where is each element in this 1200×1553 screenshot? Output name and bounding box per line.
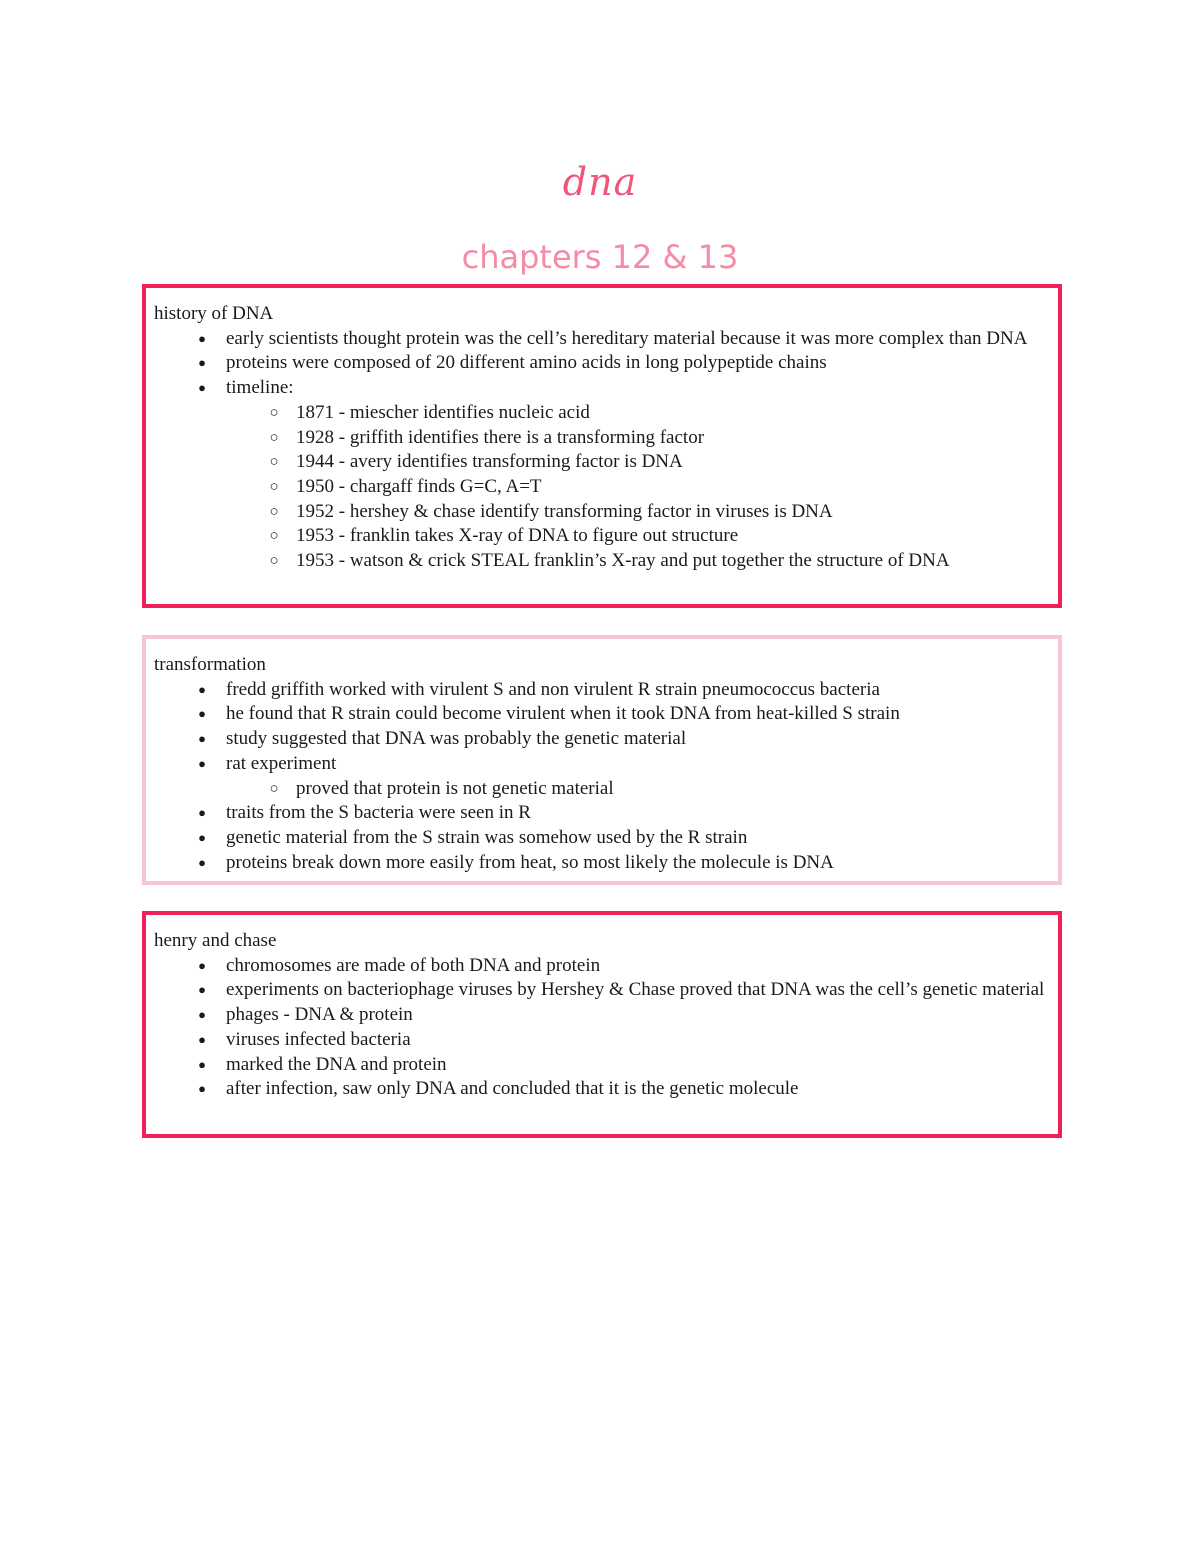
bullet-list xyxy=(154,954,1058,1102)
list-item-text: proteins were composed of 20 different amino acids in long polypeptide chains xyxy=(226,352,827,374)
list-item-text: study suggested that DNA was probably the genetic material xyxy=(226,728,687,750)
list-item xyxy=(154,500,1058,525)
filled-bullet-icon: ● xyxy=(198,1031,206,1047)
list-item-text: marked the DNA and protein xyxy=(226,1053,447,1075)
section-heading: history of DNA xyxy=(154,303,274,324)
list-item-text: after infection, saw only DNA and concluded that it is the genetic molecule xyxy=(226,1078,799,1100)
hollow-bullet-icon: ○ xyxy=(269,478,279,495)
filled-bullet-icon: ● xyxy=(198,755,206,771)
hollow-bullet-icon: ○ xyxy=(269,429,279,446)
list-item xyxy=(154,777,1058,802)
filled-bullet-icon: ● xyxy=(198,330,206,346)
list-item xyxy=(154,851,1058,876)
list-item-text: 1953 - franklin takes X-ray of DNA to figure out structure xyxy=(296,525,739,547)
hollow-bullet-icon: ○ xyxy=(269,503,279,520)
filled-bullet-icon: ● xyxy=(198,829,206,845)
list-item xyxy=(154,727,1058,752)
bullet-list xyxy=(154,678,1058,876)
list-item-text: he found that R strain could become virulent when it took DNA from heat-killed S strain xyxy=(226,703,900,725)
list-item-text: 1871 - miescher identifies nucleic acid xyxy=(296,401,590,423)
filled-bullet-icon: ● xyxy=(198,380,206,396)
hollow-bullet-icon: ○ xyxy=(269,454,279,471)
hollow-bullet-icon: ○ xyxy=(269,553,279,570)
list-item xyxy=(154,826,1058,851)
filled-bullet-icon: ● xyxy=(198,681,206,697)
filled-bullet-icon: ● xyxy=(198,1007,206,1023)
list-item-text: 1952 - hershey & chase identify transforming factor in viruses is DNA xyxy=(296,500,833,522)
list-item xyxy=(154,450,1058,475)
list-item xyxy=(154,752,1058,777)
list-item xyxy=(154,978,1058,1003)
bullet-list xyxy=(154,327,1058,574)
list-item xyxy=(154,801,1058,826)
list-item xyxy=(154,351,1058,376)
list-item xyxy=(154,524,1058,549)
list-item xyxy=(154,549,1058,574)
hollow-bullet-icon: ○ xyxy=(269,528,279,545)
page-subtitle: chapters 12 & 13 xyxy=(461,238,739,276)
section-history-of-dna xyxy=(142,284,1062,608)
hollow-bullet-icon: ○ xyxy=(269,404,279,421)
filled-bullet-icon: ● xyxy=(198,355,206,371)
filled-bullet-icon: ● xyxy=(198,982,206,998)
list-item-text: phages - DNA & protein xyxy=(226,1004,413,1026)
list-item xyxy=(154,327,1058,352)
list-item-text: genetic material from the S strain was somehow used by the R strain xyxy=(226,826,748,848)
list-item-text: traits from the S bacteria were seen in R xyxy=(226,802,531,824)
list-item-text: 1953 - watson & crick STEAL franklin’s X-ray and put together the structure of DNA xyxy=(296,550,950,572)
list-item xyxy=(154,401,1058,426)
list-item-text: 1928 - griffith identifies there is a transforming factor xyxy=(296,426,705,448)
list-item xyxy=(154,376,1058,401)
list-item xyxy=(154,426,1058,451)
list-item xyxy=(154,475,1058,500)
list-item-text: proved that protein is not genetic material xyxy=(296,777,614,799)
list-item-text: 1944 - avery identifies transforming factor is DNA xyxy=(296,451,683,473)
list-item-text: viruses infected bacteria xyxy=(226,1028,411,1050)
list-item-text: experiments on bacteriophage viruses by Hershey & Chase proved that DNA was the cell’s genetic material xyxy=(226,979,1045,1001)
list-item xyxy=(154,702,1058,727)
list-item-text: fredd griffith worked with virulent S and non virulent R strain pneumococcus bacteria xyxy=(226,678,880,700)
list-item xyxy=(154,1053,1058,1078)
list-item-text: proteins break down more easily from heat, so most likely the molecule is DNA xyxy=(226,851,834,873)
list-item xyxy=(154,1003,1058,1028)
list-item-text: timeline: xyxy=(226,377,294,399)
list-item xyxy=(154,954,1058,979)
list-item xyxy=(154,678,1058,703)
filled-bullet-icon: ● xyxy=(198,1056,206,1072)
list-item xyxy=(154,1028,1058,1053)
list-item xyxy=(154,1077,1058,1102)
filled-bullet-icon: ● xyxy=(198,731,206,747)
filled-bullet-icon: ● xyxy=(198,805,206,821)
filled-bullet-icon: ● xyxy=(198,854,206,870)
section-heading: henry and chase xyxy=(154,930,277,951)
filled-bullet-icon: ● xyxy=(198,1081,206,1097)
section-henry-and-chase xyxy=(142,911,1062,1138)
list-item-text: rat experiment xyxy=(226,752,337,774)
list-item-text: chromosomes are made of both DNA and protein xyxy=(226,954,601,976)
section-heading: transformation xyxy=(154,654,266,675)
list-item-text: early scientists thought protein was the cell’s hereditary material because it was more complex than DNA xyxy=(226,327,1028,349)
hollow-bullet-icon: ○ xyxy=(269,780,279,797)
page-title: dna xyxy=(562,160,638,204)
list-item-text: 1950 - chargaff finds G=C, A=T xyxy=(296,475,542,497)
filled-bullet-icon: ● xyxy=(198,706,206,722)
filled-bullet-icon: ● xyxy=(198,957,206,973)
section-transformation xyxy=(142,635,1062,885)
